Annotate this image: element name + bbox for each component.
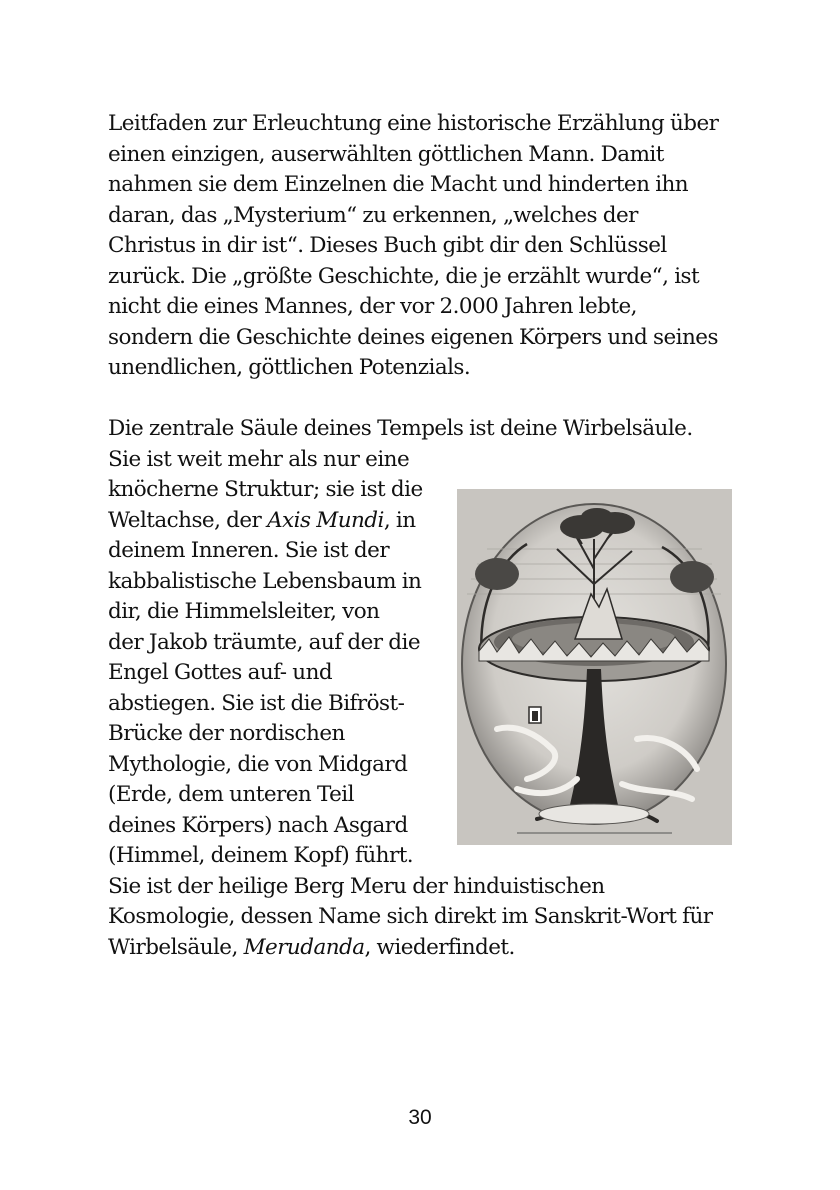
text-line: Sie ist weit mehr als nur eine xyxy=(108,446,410,472)
yggdrasil-illustration xyxy=(457,489,732,845)
text-segment: Wirbelsäule, xyxy=(108,934,244,960)
text-line: Christus in dir ist“. Dieses Buch gibt dir den Schlüssel xyxy=(108,233,667,258)
text-line: sondern die Geschichte deines eigenen Körpers und seines xyxy=(108,324,718,350)
text-line xyxy=(108,933,740,964)
text-line: der Jakob träumte, auf der die xyxy=(108,629,421,655)
text-line: einen einzigen, auserwählten göttlichen Mann. Damit xyxy=(108,141,664,167)
page-number: 30 xyxy=(408,1106,432,1129)
italic-term-axis-mundi: Axis Mundi xyxy=(267,507,384,533)
text-line: (Erde, dem unteren Teil xyxy=(108,782,354,807)
paragraph-intro xyxy=(108,109,740,384)
text-line: Mythologie, die von Midgard xyxy=(108,751,408,777)
italic-term-merudanda: Merudanda xyxy=(243,934,365,960)
text-line: knöcherne Struktur; sie ist die xyxy=(108,477,423,502)
text-line: Engel Gottes auf- und xyxy=(108,660,333,685)
text-line: deinem Inneren. Sie ist der xyxy=(108,538,390,563)
text-line: Brücke der nordischen xyxy=(108,721,345,746)
text-line: unendlichen, göttlichen Potenzials. xyxy=(108,355,471,380)
text-line: (Himmel, deinem Kopf) führt. xyxy=(108,843,414,868)
text-line: abstiegen. Sie ist die Bifröst- xyxy=(108,690,405,716)
text-segment: Weltachse, der xyxy=(108,507,268,533)
text-line: dir, die Himmelsleiter, von xyxy=(108,599,380,624)
text-line: daran, das „Mysterium“ zu erkennen, „welches der xyxy=(108,202,638,228)
text-line: deines Körpers) nach Asgard xyxy=(108,812,408,838)
yggdrasil-engraving-icon xyxy=(457,489,732,845)
text-line: kabbalistische Lebensbaum in xyxy=(108,568,422,594)
text-line: nicht die eines Mannes, der vor 2.000 Jahren lebte, xyxy=(108,294,637,319)
text-line: Die zentrale Säule deines Tempels ist deine Wirbelsäule. xyxy=(108,416,693,441)
text-line: Leitfaden zur Erleuchtung eine historische Erzählung über xyxy=(108,111,719,136)
text-segment: , wiederfindet. xyxy=(364,934,515,960)
text-line: nahmen sie dem Einzelnen die Macht und hinderten ihn xyxy=(108,172,689,197)
text-line: Kosmologie, dessen Name sich direkt im Sanskrit-Wort für xyxy=(108,904,713,929)
text-line: Sie ist der heilige Berg Meru der hinduistischen xyxy=(108,873,605,899)
text-segment: , in xyxy=(383,507,416,533)
text-line: zurück. Die „größte Geschichte, die je erzählt wurde“, ist xyxy=(108,263,700,289)
